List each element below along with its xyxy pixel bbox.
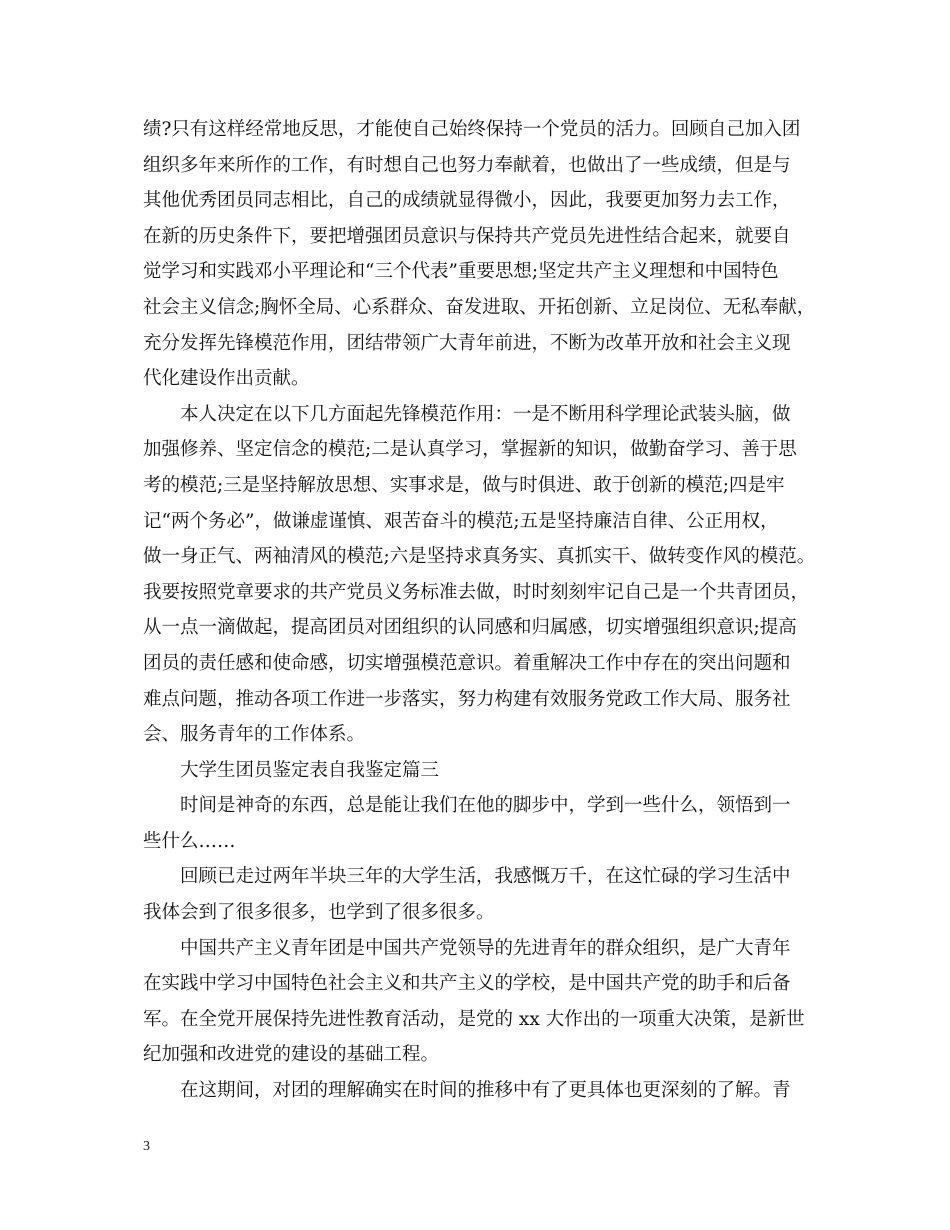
text-line: 加强修养、坚定信念的模范;二是认真学习，掌握新的知识，做勤奋学习、善于思 — [143, 439, 797, 461]
text-line: 社会主义信念;胸怀全局、心系群众、奋发进取、开拓创新、立足岗位、无私奉献， — [143, 296, 816, 318]
document-body — [143, 112, 818, 1109]
text-line: 做一身正气、两袖清风的模范;六是坚持求真务实、真抓实干、做转变作风的模范。 — [143, 546, 816, 568]
text-line: 从一点一滴做起，提高团员对团组织的认同感和归属感，切实增强组织意识;提高 — [143, 617, 797, 639]
text-line: 觉学习和实践邓小平理论和“三个代表”重要思想;坚定共产主义理想和中国特色 — [143, 261, 779, 283]
text-line: 组织多年来所作的工作，有时想自己也努力奉献着，也做出了一些成绩，但是与 — [143, 154, 791, 176]
text-line: 记“两个务必”，做谦虚谨慎、艰苦奋斗的模范;五是坚持廉洁自律、公正用权， — [143, 510, 779, 532]
text-line: 会、服务青年的工作体系。 — [143, 724, 366, 746]
text-line: 绩?只有这样经常地反思，才能使自己始终保持一个党员的活力。回顾自己加入团 — [143, 119, 801, 140]
text-line: 我要按照党章要求的共产党员义务标准去做，时时刻刻牢记自己是一个共青团员， — [143, 581, 810, 603]
text-line: 代化建设作出贡献。 — [143, 368, 310, 390]
text-line: 考的模范;三是坚持解放思想、实事求是，做与时俱进、敢于创新的模范;四是牢 — [143, 474, 785, 496]
paragraph-start-line: 回顾已走过两年半块三年的大学生活，我感慨万千，在这忙碌的学习生活中 — [180, 866, 791, 888]
section-heading: 大学生团员鉴定表自我鉴定篇三 — [180, 759, 440, 781]
paragraph-start-line: 在这期间，对团的理解确实在时间的推移中有了更具体也更深刻的了解。青 — [180, 1080, 791, 1102]
text-line: 军。在全党开展保持先进性教育活动，是党的 xx 大作出的一项重大决策，是新世 — [143, 1008, 805, 1030]
paragraph-start-line: 本人决定在以下几方面起先锋模范作用：一是不断用科学理论武装头脑，做 — [180, 403, 791, 425]
paragraph-start-line: 时间是神奇的东西，总是能让我们在他的脚步中，学到一些什么，领悟到一 — [180, 795, 791, 817]
text-line: 充分发挥先锋模范作用，团结带领广大青年前进，不断为改革开放和社会主义现 — [143, 332, 791, 354]
text-line: 其他优秀团员同志相比，自己的成绩就显得微小，因此，我要更加努力去工作， — [143, 190, 791, 212]
text-line: 在实践中学习中国特色社会主义和共产主义的学校，是中国共产党的助手和后备 — [143, 973, 791, 995]
text-line: 些什么…… — [143, 830, 236, 852]
text-line: 纪加强和改进党的建设的基础工程。 — [143, 1044, 440, 1066]
text-line: 在新的历史条件下，要把增强团员意识与保持共产党员先进性结合起来，就要自 — [143, 225, 791, 247]
paragraph-start-line: 中国共产主义青年团是中国共产党领导的先进青年的群众组织，是广大青年 — [180, 937, 791, 959]
text-line: 团员的责任感和使命感，切实增强模范意识。着重解决工作中存在的突出问题和 — [143, 652, 791, 674]
text-line: 难点问题，推动各项工作进一步落实，努力构建有效服务党政工作大局、服务社 — [143, 688, 791, 710]
text-line: 我体会到了很多很多，也学到了很多很多。 — [143, 902, 495, 924]
page-number: 3 — [143, 1139, 150, 1154]
